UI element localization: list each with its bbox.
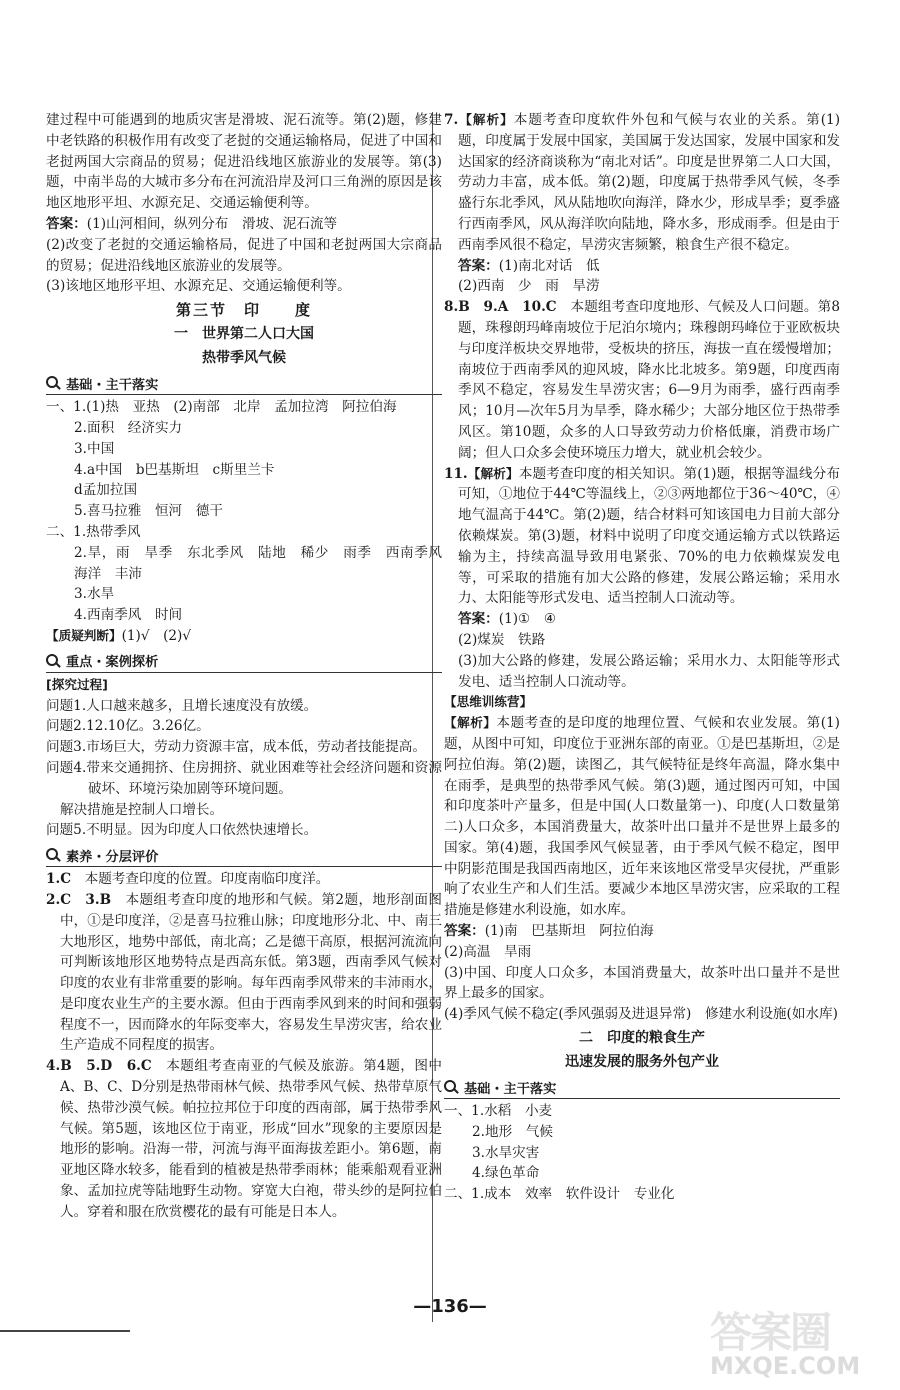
q8-num: 8.B 9.A 10.C bbox=[444, 299, 557, 316]
q8-text: 本题组考查印度地形、气候及人口问题。第8题，珠穆朗玛峰南坡位于尼泊尔境内；珠穆朗玛峰位于亚欧板块与印度洋板块交界地带，受板块的挤压，海拔一直在缓慢增加；南坡位于西南季风的迎风坡，降水比北坡多。第9题，印度西南季风不稳定，容易发生旱涝灾害；6—9月为雨季，盛行西南季风；10月—次年5月为旱季，降水稀少；大部分地区位于热带季风区。第10题，众多的人口导致劳动力价格低廉，消费市场广阔；但人口众多会使环境压力增大，就业机会较少。 bbox=[458, 299, 841, 461]
base-line: 3.水旱 bbox=[74, 586, 115, 603]
watermark-line1: 答案圈 bbox=[710, 1308, 831, 1357]
eval-item bbox=[46, 1056, 442, 1222]
base2-line: 二、1.成本 效率 软件设计 专业化 bbox=[444, 1186, 675, 1203]
base-section-header bbox=[46, 372, 442, 395]
section-title: 第三节 印 度 bbox=[175, 301, 312, 320]
eval-item bbox=[46, 890, 442, 1056]
explore-label: [探究过程] bbox=[46, 676, 108, 692]
answer-label: 答案： bbox=[46, 215, 87, 232]
base-line: 二、1.热带季风 bbox=[46, 523, 141, 540]
q11-answer-line bbox=[444, 609, 840, 630]
eval-item bbox=[46, 869, 442, 890]
eval-item-text: 本题考查印度的位置。印度南临印度洋。 bbox=[84, 871, 330, 888]
explore-line: 问题5.不明显。因为印度人口依然快速增长。 bbox=[46, 822, 318, 839]
q11-answer-line: (3)加大公路的修建，发展公路运输；采用水力、太阳能等形式发电、适当控制人口流动等。 bbox=[458, 652, 840, 690]
base-line: 4.a中国 b巴基斯坦 c斯里兰卡 bbox=[74, 461, 275, 478]
intro-paragraph: 建过程中可能遇到的地质灾害是滑坡、泥石流等。第(2)题，修建中老铁路的积极作用有改变了老挝的交通运输格局，促进了中国和老挝两国大宗商品的贸易；促进沿线地区旅游业的发展等。第(3)题，中南半岛的大城市多分布在河流沿岸及河口三角洲的原因是该地区地形平坦、水源充足、交通运输便利等。 bbox=[46, 112, 442, 212]
subsection-title: 一 世界第二人口大国 bbox=[174, 326, 314, 343]
q11-num: 11. bbox=[444, 465, 468, 482]
key-section-header bbox=[46, 650, 442, 673]
base-line: 2.面积 经济实力 bbox=[74, 419, 183, 436]
think-answer-line: (4)季风气候不稳定(季风强弱及进退异常) 修建水利设施(如水库) bbox=[444, 1006, 838, 1023]
eval-section-header bbox=[46, 844, 442, 867]
answer-line: (2)改变了老挝的交通运输格局，促进了中国和老挝两国大宗商品的贸易；促进沿线地区旅游业的发展等。 bbox=[46, 236, 442, 274]
magnifier-icon bbox=[46, 376, 60, 390]
base-line: 4.西南季风 时间 bbox=[74, 607, 183, 624]
left-column bbox=[46, 110, 456, 1223]
subsection-2-title: 二 印度的粮食生产 bbox=[579, 1030, 705, 1047]
analysis-tag: 【解析】 bbox=[467, 465, 519, 481]
think-answer-text: (1)南 巴基斯坦 阿拉伯海 bbox=[484, 923, 654, 940]
answer-label: 答案： bbox=[458, 611, 499, 628]
q11-answer-text: (1)① ④ bbox=[498, 611, 557, 628]
q7-answer-line: (2)西南 少 雨 旱涝 bbox=[458, 278, 600, 295]
base2-section-header bbox=[444, 1076, 840, 1099]
eval-header-label: 素养・分层评价 bbox=[66, 849, 159, 865]
base-line: 3.中国 bbox=[74, 440, 115, 457]
base-line: 一、1.(1)热 亚热 (2)南部 北岸 孟加拉湾 阿拉伯海 bbox=[46, 399, 397, 416]
base2-line: 3.水旱灾害 bbox=[472, 1144, 540, 1161]
answer-line bbox=[46, 214, 442, 235]
base2-line: 2.地形 气候 bbox=[472, 1123, 553, 1140]
question-8-10 bbox=[444, 297, 840, 463]
analysis-tag: 【解析】 bbox=[458, 112, 514, 127]
question-7 bbox=[444, 110, 840, 256]
magnifier-icon bbox=[46, 654, 60, 668]
q11-text: 本题考查印度的相关知识。第(1)题，根据等温线分布可知，①地位于44℃等温线上，②③两地都位于36～40℃，④地气温高于44℃。第(2)题，结合材料可知该国电力目前大部分依赖煤炭。第(3)题，材料中说明了印度交通运输方式以铁路运输为主，持续高温导致用电紧张、70%的电力依赖煤炭发电等，可采取的措施有加大公路的修建，发展公路运输；采用水力、太阳能等形式发电、适当控制人口流动等。 bbox=[458, 465, 841, 607]
think-answer-line bbox=[444, 921, 840, 942]
right-column bbox=[444, 110, 840, 1205]
eval-item-num: 4.B 5.D 6.C bbox=[46, 1058, 152, 1075]
think-answer-line: (3)中国、印度人口众多，本国消费量大，故茶叶出口量并不是世界上最多的国家。 bbox=[444, 964, 840, 1002]
q7-answer-line bbox=[444, 256, 840, 277]
key-header-label: 重点・案例探析 bbox=[66, 655, 159, 671]
base-header-label: 基础・主干落实 bbox=[66, 377, 159, 393]
q7-text: 本题考查印度软件外包和气候与农业的关系。第(1)题，印度属于发展中国家，美国属于发达国家，发展中国家和发达国家的经济商谈称为“南北对话”。印度是世界第二人口大国，劳动力丰富，成本低。第(2)题，印度属于热带季风气候，冬季盛行东北季风，风从陆地吹向海洋，降水少，形成旱季；夏季盛行西南季风，风从海洋吹向陆地，降水多，形成雨季。但是由于西南季风很不稳定，旱涝灾害频繁，粮食生产很不稳定。 bbox=[458, 112, 840, 253]
magnifier-icon bbox=[444, 1080, 458, 1094]
explore-line: 问题3.市场巨大，劳动力资源丰富，成本低，劳动者技能提高。 bbox=[46, 739, 426, 756]
watermark-line2: MXQE.COM bbox=[710, 1352, 861, 1380]
base-line: 5.喜马拉雅 恒河 德干 bbox=[74, 503, 223, 520]
base2-line: 4.绿色革命 bbox=[472, 1165, 540, 1182]
explore-line: 问题4.带来交通拥挤、住房拥挤、就业困难等社会经济问题和资源破坏、环境污染加剧等环境问题。 bbox=[46, 759, 442, 797]
explore-line: 问题2.12.10亿。3.26亿。 bbox=[46, 718, 210, 735]
base-line: 2.旱，雨 旱季 东北季风 陆地 稀少 雨季 西南季风 海洋 丰沛 bbox=[74, 544, 456, 582]
subsection-2-subtitle: 迅速发展的服务外包产业 bbox=[565, 1054, 719, 1071]
answer-label: 答案： bbox=[444, 923, 485, 940]
answer-label: 答案： bbox=[458, 257, 499, 274]
think-analysis bbox=[444, 713, 840, 921]
judge-label: 【质疑判断】 bbox=[46, 627, 122, 643]
base-line: d孟加拉国 bbox=[74, 482, 138, 499]
eval-item-num: 1.C bbox=[46, 871, 72, 888]
q7-num: 7. bbox=[444, 112, 459, 128]
think-label: 【思维训练营】 bbox=[444, 694, 533, 710]
judge-text: (1)√ (2)√ bbox=[121, 627, 191, 644]
watermark-logo bbox=[710, 1300, 880, 1385]
analysis-tag: 【解析】 bbox=[444, 715, 497, 731]
explore-line: 解决措施是控制人口增长。 bbox=[60, 801, 224, 818]
base2-header-label: 基础・主干落实 bbox=[464, 1081, 557, 1097]
explore-line: 问题1.人口越来越多，且增长速度没有放缓。 bbox=[46, 697, 318, 714]
eval-item-text: 本题组考查印度的地形和气候。第2题，地形剖面图中，①是印度洋，②是喜马拉雅山脉；印度地形分北、中、南三大地形区，地势中部低，南北高；乙是德干高原，根据河流流向可判断该地形区地势特点是西高东低。第3题，西南季风气候对印度的农业有非常重要的影响。每年西南季风带来的丰沛雨水，是印度农业生产的主要水源。但由于西南季风到来的时间和强弱程度不一，因而降水的年际变率大，容易发生旱涝灾害，给农业生产造成不同程度的损害。 bbox=[60, 891, 443, 1054]
eval-item-num: 2.C 3.B bbox=[46, 891, 112, 908]
q11-answer-line: (2)煤炭 铁路 bbox=[458, 631, 546, 648]
q7-answer-text: (1)南北对话 低 bbox=[498, 257, 600, 274]
magnifier-icon bbox=[46, 848, 60, 862]
base2-line: 一、1.水稻 小麦 bbox=[444, 1103, 553, 1120]
think-text: 本题考查的是印度的地理位置、气候和农业发展。第(1)题，从图中可知，印度位于亚洲东部的南亚。①是巴基斯坦，②是阿拉伯海。第(2)题，读图乙，其气候特征是终年高温，降水集中在雨季，是典型的热带季风气候。第(3)题，通过图丙可知，中国和印度茶叶产量多，但是中国(人口数量第一)、印度(人口数量第二)人口众多，本国消费量大，故茶叶出口量并不是世界上最多的国家。第(4)题，我国季风气候显著，由于季风气候不稳定，图甲中阴影范围是我国西南地区，近年来该地区常受旱灾侵扰，严重影响了农业生产和人们生活。要减少本地区旱涝灾害，应采取的工程措施是修建水利设施，如水库。 bbox=[444, 715, 840, 919]
eval-item-text: 本题组考查南亚的气候及旅游。第4题，图中A、B、C、D分别是热带雨林气候、热带季风气候、热带草原气候、热带沙漠气候。帕拉拉邦位于印度的西南部，属于热带季风气候。第5题，该地区位于南亚，形成“回水”现象的主要原因是地形的影响。沿海一带，河流与海平面海拔差距小。第6题，南亚地区降水较多，能看到的植被是热带季雨林；能乘船观看亚洲象、孟加拉虎等陆地野生动物。穿宽大白袍，带头纱的是阿拉伯人。穿着和服在欣赏樱花的最有可能是日本人。 bbox=[60, 1058, 443, 1220]
think-answer-line: (2)高温 旱雨 bbox=[444, 943, 532, 960]
page-number: —136— bbox=[413, 1296, 487, 1317]
scan-mark bbox=[0, 1330, 130, 1332]
judge-line bbox=[46, 626, 442, 647]
subsection-subtitle: 热带季风气候 bbox=[202, 350, 286, 367]
answer-text: (1)山河相间，纵列分布 滑坡、泥石流等 bbox=[86, 215, 338, 232]
answer-line: (3)该地区地形平坦、水源充足、交通运输便利等。 bbox=[46, 278, 351, 295]
question-11 bbox=[444, 464, 840, 610]
